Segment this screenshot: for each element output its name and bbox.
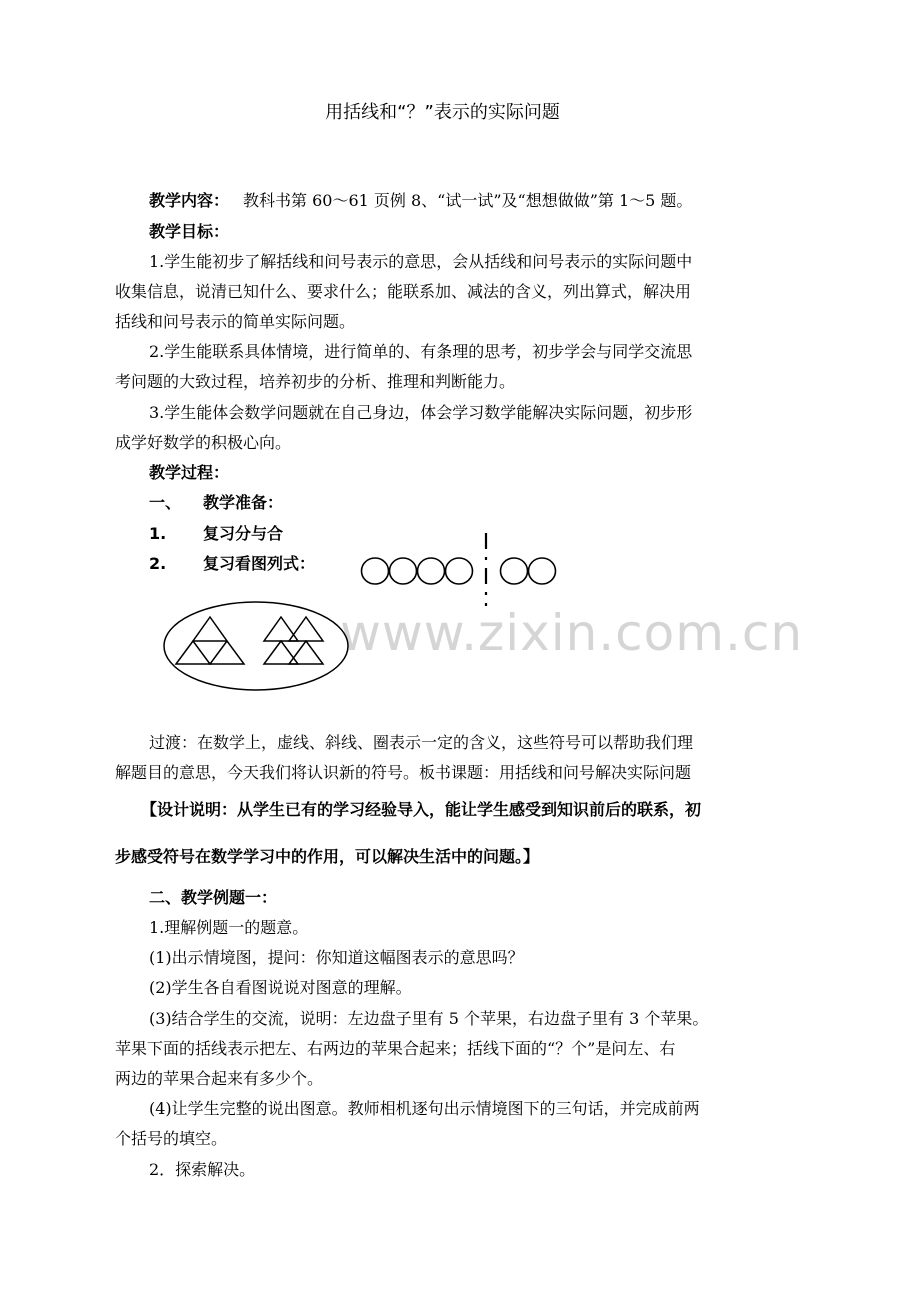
triangle-shape [289,641,323,664]
sub1-title: 复习分与合 [203,524,284,543]
circle-shape [390,558,417,584]
example-line: (1)出示情境图，提问：你知道这幅图表示的意思吗？ [149,948,524,967]
triangle-shape [264,641,298,664]
sub2-number: 2. [149,554,167,573]
example-line: 苹果下面的括线表示把左、右两边的苹果合起来；括线下面的“？个”是问左、右 [115,1039,676,1058]
example-line: (4)让学生完整的说出图意。教师相机逐句出示情境图下的三句话，并完成前两 [149,1099,700,1118]
circle-shape [501,558,528,584]
circle-shape [362,558,389,584]
triangle-shape [264,617,298,641]
goal2-line2: 考问题的大致过程，培养初步的分析、推理和判断能力。 [115,372,516,391]
content-label: 教学内容： [149,191,230,210]
circle-shape [446,558,473,584]
example-line: (2)学生各自看图说说对图意的理解。 [149,978,412,997]
example-line: 两边的苹果合起来有多少个。 [115,1069,324,1088]
circles-figure [362,533,556,606]
process-label: 教学过程： [149,463,230,482]
document-title: 用括线和“？”表示的实际问题 [325,102,560,123]
example-line: (3)结合学生的交流，说明：左边盘子里有 5 个苹果，右边盘子里有 3 个苹果。 [149,1009,709,1028]
goal1-line3: 括线和问号表示的简单实际问题。 [115,312,356,331]
example-heading: 二、教学例题一： [149,888,278,907]
sub1-number: 1. [149,524,167,543]
goal2-line1: 2.学生能联系具体情境，进行简单的、有条理的思考，初步学会与同学交流思 [149,342,693,361]
triangles-figure [164,602,348,690]
watermark: www.zixin.com.cn [340,604,804,662]
triangle-shape [210,641,244,664]
step1-title: 教学准备： [203,493,284,512]
circle-shape [418,558,445,584]
example-line: 个括号的填空。 [115,1129,228,1148]
goal1-line2: 收集信息，说清已知什么、要求什么；能联系加、减法的含义，列出算式，解决用 [115,282,692,301]
loop-ellipse [164,602,348,690]
triangle-shape [289,617,323,641]
design-note-line1: 【设计说明：从学生已有的学习经验导入，能让学生感受到知识前后的联系，初 [141,800,702,819]
transition-line2: 解题目的意思，今天我们将认识新的符号。板书课题：用括线和问号解决实际问题 [115,763,692,782]
design-note-line2: 步感受符号在数学学习中的作用，可以解决生活中的问题。】 [115,847,540,866]
goal3-line2: 成学好数学的积极心向。 [115,433,292,452]
goal1-line1: 1.学生能初步了解括线和问号表示的意思，会从括线和问号表示的实际问题中 [149,252,693,271]
triangle-shape [193,617,227,641]
circle-shape [529,558,556,584]
content-text: 教科书第 60～61 页例 8、“试一试”及“想想做做”第 1～5 题。 [243,191,693,210]
triangle-shape [176,641,210,664]
step1-number: 一、 [149,493,182,512]
example-line: 2．探索解决。 [149,1160,256,1179]
sub2-title: 复习看图列式： [203,554,316,573]
goals-label: 教学目标： [149,222,230,241]
example-line: 1.理解例题一的题意。 [149,918,309,937]
goal3-line1: 3.学生能体会数学问题就在自己身边，体会学习数学能解决实际问题，初步形 [149,403,693,422]
transition-line1: 过渡：在数学上，虚线、斜线、圈表示一定的含义，这些符号可以帮助我们理 [149,733,694,752]
